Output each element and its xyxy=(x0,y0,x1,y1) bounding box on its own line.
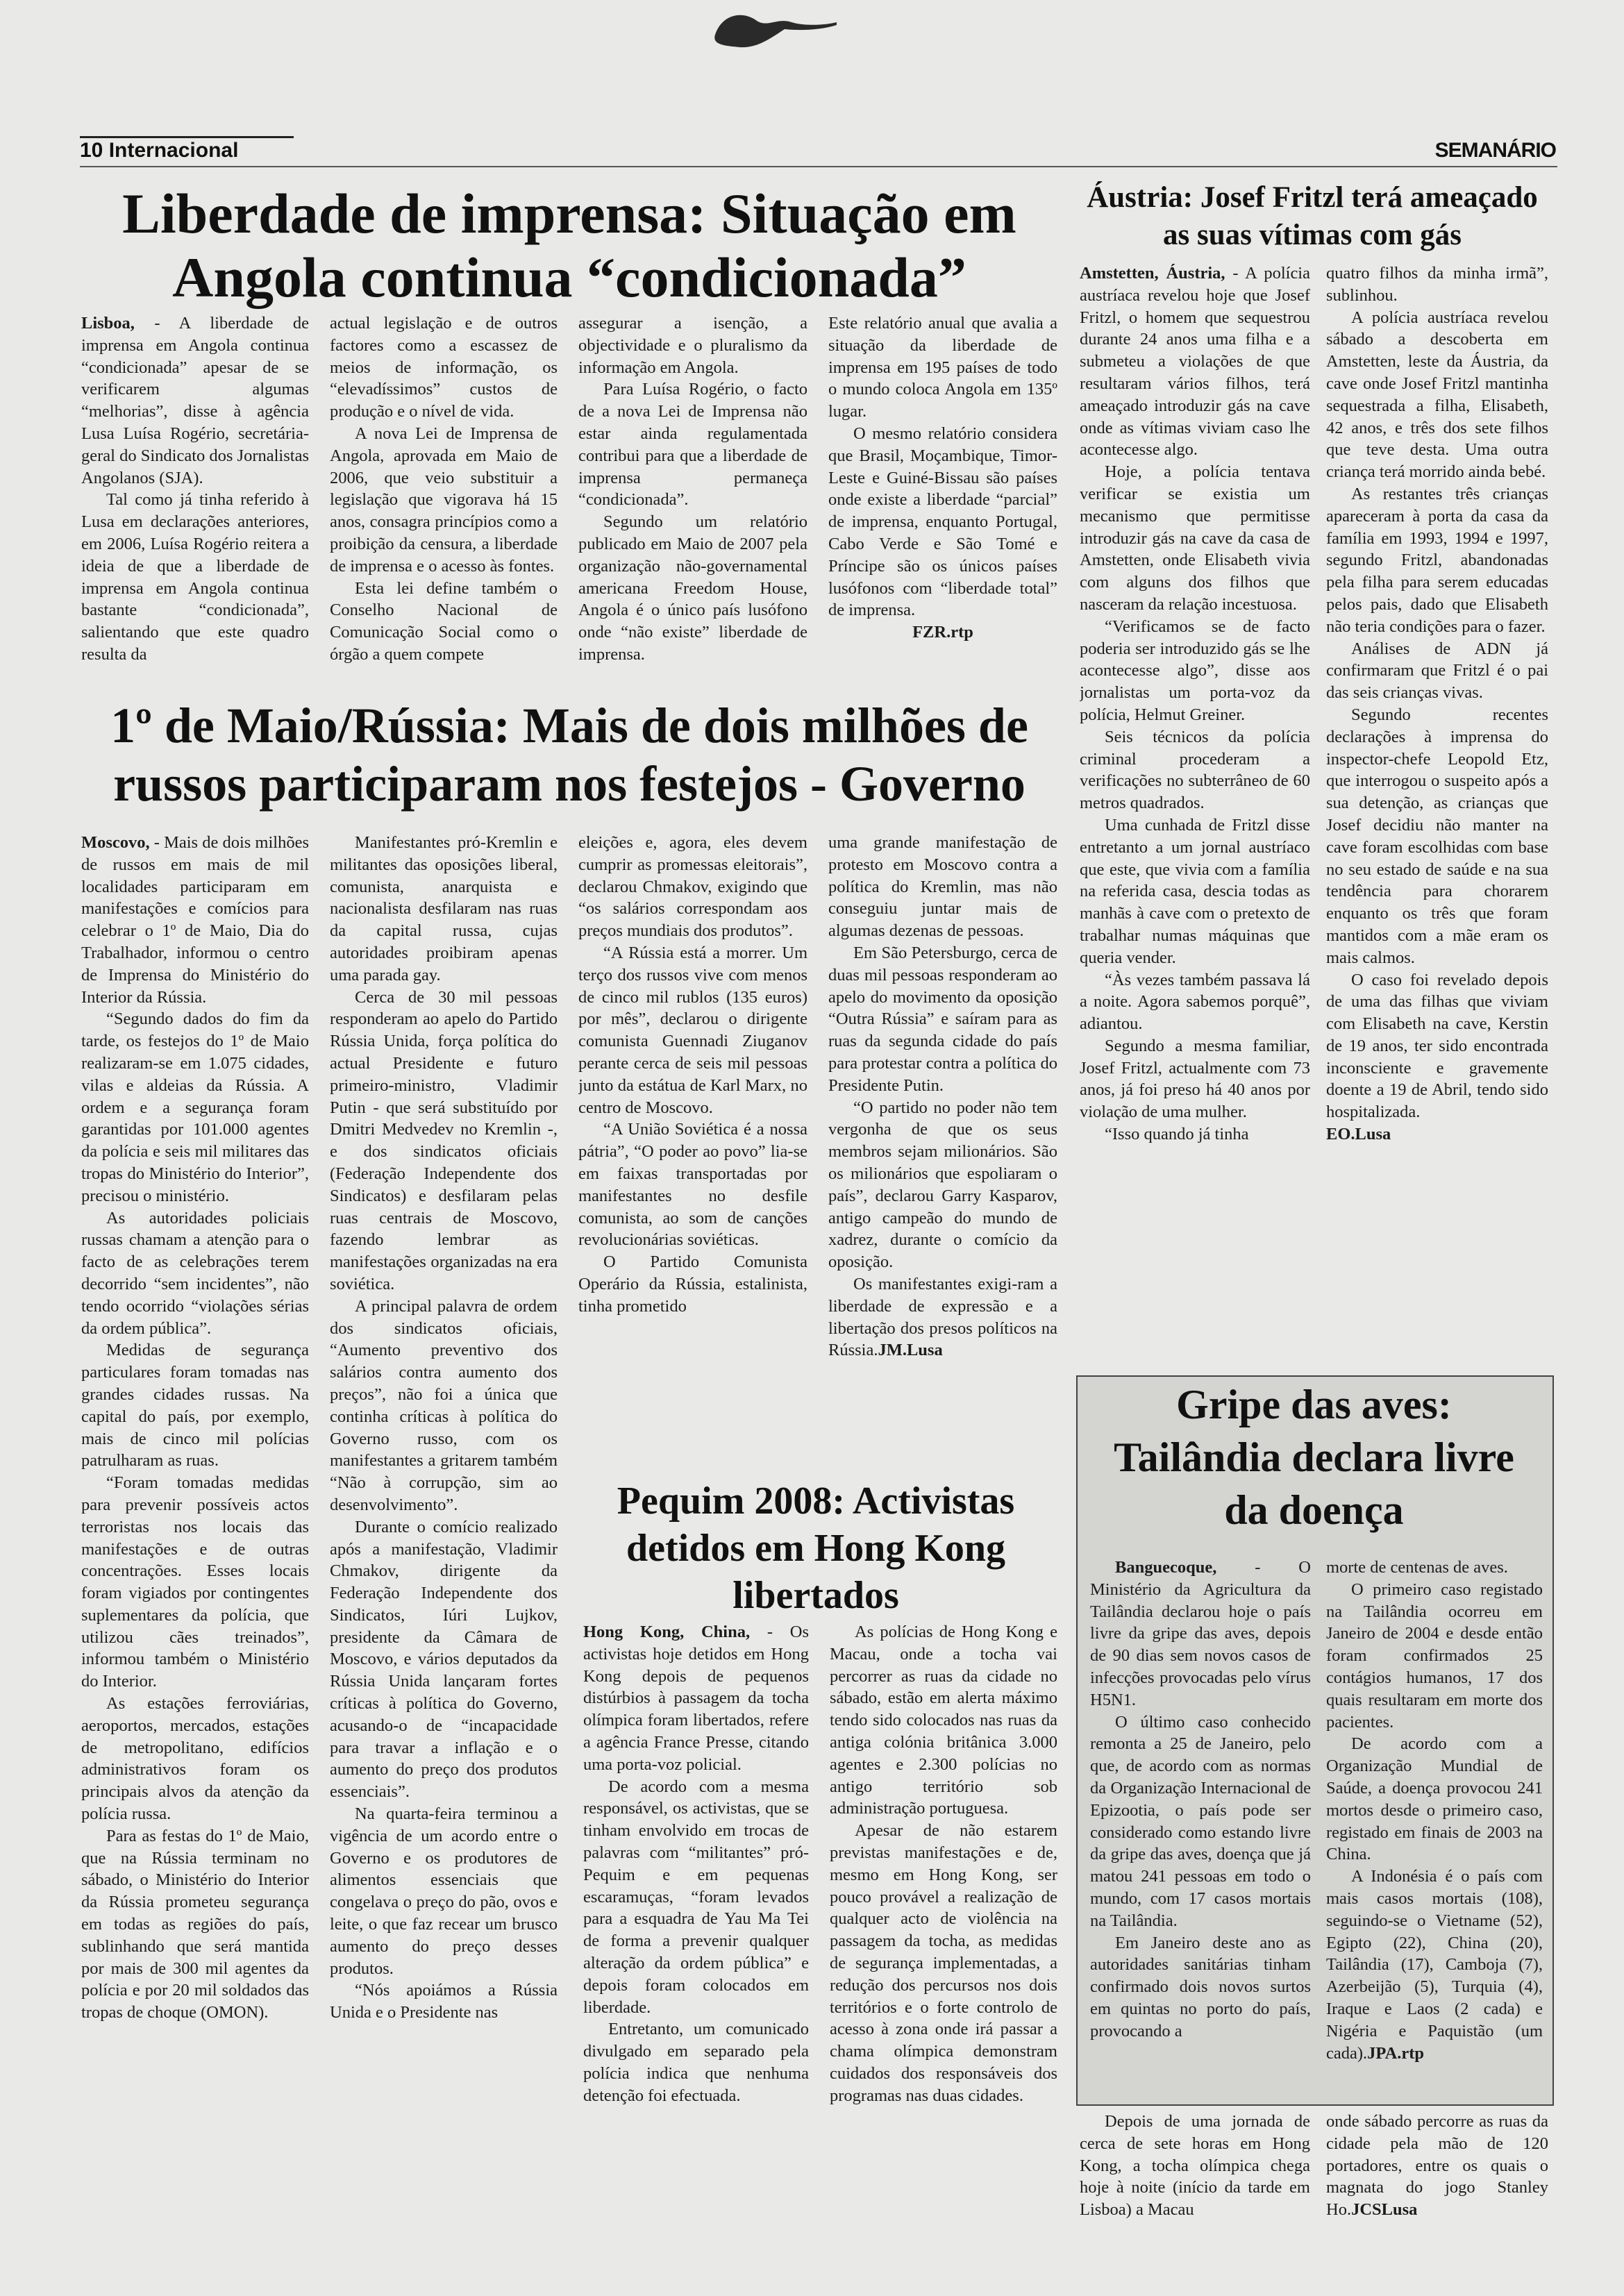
austria-headline: Áustria: Josef Fritzl terá ameaçado as suas vítimas com gás xyxy=(1087,181,1538,251)
russia-column-4: uma grande manifestação de protesto em Moscovo contra a política do Kremlin, mas não conseguiu juntar mais de algumas dezenas de pessoas. Em São Petersburgo, cerca de duas mil pessoas responderam ao apelo do movimento da oposição “Outra Rússia” e saíram para as ruas da segunda cidade do país para protestar contra a política do Presidente Putin. “O partido no poder não tem vergonha de que os seus membros sejam milionários. São os milionários que espoliaram o país”, declarou Garry Kasparov, antigo campeão do mundo de xadrez, durante o comício da oposição. Os manifestantes exigi-ram a liberdade de expressão e a libertação dos presos políticos na Rússia.JM.Lusa xyxy=(828,833,1057,1360)
angola-column-2: actual legislação e de outros factores como a escassez de meios de informação, os “elevadíssimos” custos de produção e o nível de vida. A nova Lei de Imprensa de Angola, aprovada em Maio de 2006, que veio substituir a legislação que vigorava há 15 anos, consagra princípios como a proibição da censura, a liberdade de imprensa e o acesso às fontes. Esta lei define também o Conselho Nacional de Comunicação Social como o órgão a quem compete xyxy=(330,314,558,664)
pequim-column-2: As polícias de Hong Kong e Macau, onde a tocha vai percorrer as ruas da cidade no sábado, estão em alerta máximo tendo sido colocados nas ruas da antiga colónia britânica 3.000 agentes e 2.300 polícias no antigo território sob administração portuguesa. Apesar de não estarem previstas manifestações e de, mesmo em Hong Kong, ser pouco provável a realização de qualquer acto de violência na passagem da tocha, as medidas de segurança implementadas, a redução dos percursos nos dois territórios e o forte controlo de acesso à zona onde irá passar a chama olímpica demonstram cuidados dos responsáveis dos programas nas duas cidades. xyxy=(830,1623,1057,2105)
russia-column-1: Moscovo, - Mais de dois milhões de russos em mais de mil localidades participaram em manifestações e comícios para celebrar o 1º de Maio, Dia do Trabalhador, informou o centro de Imprensa do Ministério do Interior da Rússia. “Segundo dados do fim da tarde, os festejos do 1º de Maio realizaram-se em 1.075 cidades, vilas e aldeias da Rússia. A ordem e a segurança foram garantidas por 101.000 agentes da polícia e seis mil militares das tropas do Ministério do Interior”, precisou o ministério. As autoridades policiais russas chamam a atenção para o facto de as celebrações terem decorrido “sem incidentes”, não tendo ocorrido “violações sérias da ordem pública”. Medidas de segurança particulares foram tomadas nas grandes cidades russas. Na capital do país, por exemplo, mais de cinco mil polícias patrulharam as ruas. “Foram tomadas medidas para prevenir possíveis actos terroristas nos locais das manifestações e de outras concentrações. Esses locais foram vigiados por contingentes suplementares da polícia, que utilizou cães treinados”, informou também o Ministério do Interior. As estações ferroviárias, aeroportos, mercados, estações de metropolitano, edifícios administrativos foram os principais alvos da atenção da polícia russa. Para as festas do 1º de Maio, que na Rússia terminam no sábado, o Ministério do Interior da Rússia prometeu segurança em todas as regiões do país, sublinhando que será mantida por mais de 300 mil agentes da polícia e por 20 mil soldados das tropas de choque (OMON). xyxy=(81,833,309,2022)
pequim-headline: Pequim 2008: Activistas detidos em Hong Kong libertados xyxy=(617,1480,1015,1617)
russia-headline: 1º de Maio/Rússia: Mais de dois milhões de russos participaram nos festejos - Governo xyxy=(110,698,1028,812)
pequim-column-3: Depois de uma jornada de cerca de sete horas em Hong Kong, a tocha olímpica chega hoje à noite (início da tarde em Lisboa) a Macau xyxy=(1080,2112,1310,2220)
publication-name: SEMANÁRIO xyxy=(1434,139,1556,162)
angola-headline: Liberdade de imprensa: Situação em Angola continua “condicionada” xyxy=(122,182,1016,309)
gripe-signature: JPA.rtp xyxy=(1367,2043,1425,2063)
gripe-column-1: Banguecoque, - O Ministério da Agricultura da Tailândia declarou hoje o país livre da gripe das aves, depois de 90 dias sem novos casos de infecções provocadas pelo vírus H5N1. O último caso conhecido remonta a 25 de Janeiro, pelo que, de acordo com as normas da Organização Internacional de Epizootia, o país pode ser considerado como estando livre da gripe das aves, doença que já matou 241 pessoas em todo o mundo, com 17 casos mortais na Tailândia. Em Janeiro deste ano as autoridades sanitárias tinham confirmado dois novos surtos em quintas no porto do país, provocando a xyxy=(1090,1558,1311,2041)
angola-column-4: Este relatório anual que avalia a situação da liberdade de imprensa em 195 países de todo o mundo coloca Angola em 135º lugar. O mesmo relatório considera que Brasil, Moçambique, Timor-Leste e Guiné-Bissau são países onde existe a liberdade “parcial” de imprensa, enquanto Portugal, Cabo Verde e São Tomé e Príncipe são os únicos países lusófonos com “liberdade total” de imprensa. FZR.rtp xyxy=(828,314,1057,642)
pequim-column-1: Hong Kong, China, - Os activistas hoje detidos em Hong Kong depois de pequenos distúrbios à passagem da tocha olímpica foram libertados, refere a agência France Presse, citando uma porta-voz policial. De acordo com a mesma responsável, os activistas, que se tinham envolvido em trocas de palavras com “militantes” pró-Pequim e em pequenas escaramuças, “foram levados para a esquadra de Yau Ma Tei de forma a prevenir qualquer alteração da ordem pública” e depois foram colocados em liberdade. Entretanto, um comunicado divulgado em separado pela polícia indica que nenhuma detenção foi efectuada. xyxy=(583,1623,809,2105)
russia-column-3: eleições e, agora, eles devem cumprir as promessas eleitorais”, declarou Chmakov, exigindo que “os salários correspondam aos preços mundiais dos produtos”. “A Rússia está a morrer. Um terço dos russos vive com menos de cinco mil rublos (135 euros) por mês”, declarou o dirigente comunista Guennadi Ziuganov perante cerca de seis mil pessoas junto da estátua de Karl Marx, no centro de Moscovo. “A União Soviética é a nossa pátria”, “O poder ao povo” lia-se em faixas transportadas por manifestantes no desfile comunista, ao som de canções revolucionárias soviéticas. O Partido Comunista Operário da Rússia, estalinista, tinha prometido xyxy=(578,833,807,1316)
austria-column-1: Amstetten, Áustria, - A polícia austríaca revelou hoje que Josef Fritzl, o homem que sequestrou durante 24 anos uma filha e a submeteu a violações de que resultaram vários filhos, terá ameaçado introduzir gás na cave onde as vítimas viviam caso lhe acontecesse algo. Hoje, a polícia tentava verificar se existia um mecanismo que permitisse introduzir gás na cave da casa de Amstetten, onde Elisabeth vivia com alguns dos filhos que nasceram da relação incestuosa. “Verificamos se de facto poderia ser introduzido gás se lhe acontecesse algo”, disse aos jornalistas um porta-voz da polícia, Helmut Greiner. Seis técnicos da polícia criminal procederam a verificações no subterrâneo de 60 metros quadrados. Uma cunhada de Fritzl disse entretanto a um jornal austríaco que este, que vivia com a família na referida casa, descia todas as manhãs à cave com o pretexto de trabalhar numas máquinas que queria vender. “Às vezes também passava lá a noite. Agora sabemos porquê”, adiantou. Segundo a mesma familiar, Josef Fritzl, actualmente com 73 anos, já foi preso há 40 anos por violação de uma mulher. “Isso quando já tinha xyxy=(1080,264,1310,1144)
russia-signature: JM.Lusa xyxy=(878,1341,943,1360)
austria-column-2: quatro filhos da minha irmã”, sublinhou. A polícia austríaca revelou sábado a descoberta em Amstetten, leste da Áustria, da cave onde Josef Fritzl mantinha sequestrada a filha, Elisabeth, 42 anos, e três dos sete filhos que teve desta. Uma outra criança terá morrido ainda bebé. As restantes três crianças apareceram à porta da casa da família em 1993, 1994 e 1997, segundo Fritzl, abandonadas pela filha para serem educadas pelos pais, dado que Elisabeth não teria condições para o fazer. Análises de ADN já confirmaram que Fritzl é o pai das seis crianças vivas. Segundo recentes declarações à imprensa do inspector-chefe Leopold Etz, que interrogou o suspeito após a sua detenção, as crianças que Josef decidiu não manter na cave foram escolhidas com base no seu estado de saúde e na sua tendência para chorarem enquanto os três que foram mantidos com a mãe eram os mais calmos. O caso foi revelado depois de uma das filhas que viviam com Elisabeth na cave, Kerstin de 19 anos, ter sido encontrada inconsciente e gravemente doente a 19 de Abril, tendo sido hospitalizada. EO.Lusa xyxy=(1326,264,1548,1144)
pequim-signature: JCSLusa xyxy=(1351,2200,1418,2220)
angola-column-3: assegurar a isenção, a objectividade e o pluralismo da informação em Angola. Para Luísa Rogério, o facto de a nova Lei de Imprensa não estar ainda regulamentada contribui para que a liberdade de imprensa permaneça “condicionada”. Segundo um relatório publicado em Maio de 2007 pela organização não-governamental americana Freedom House, Angola é o único país lusófono onde “não existe” liberdade de imprensa. xyxy=(578,314,807,664)
ink-blot-mark xyxy=(708,7,840,56)
gripe-headline: Gripe das aves: Tailândia declara livre da doença xyxy=(1114,1382,1514,1533)
header-rule xyxy=(80,166,1557,167)
austria-signature: EO.Lusa xyxy=(1326,1125,1391,1144)
pequim-column-4: onde sábado percorre as ruas da cidade pela mão de 120 portadores, entre os quais o magnata do jogo Stanley Ho.JCSLusa xyxy=(1326,2112,1548,2220)
header-rule-thick xyxy=(80,136,294,138)
section-label: 10 Internacional xyxy=(80,139,239,162)
russia-column-2: Manifestantes pró-Kremlin e militantes das oposições liberal, comunista, anarquista e nacionalista desfilaram nas ruas da capital russa, cujas autoridades proibiram apenas uma parada gay. Cerca de 30 mil pessoas responderam ao apelo do Partido Rússia Unida, força política do actual Presidente e futuro primeiro-ministro, Vladimir Putin - que será substituído por Dmitri Medvedev no Kremlin -, e dos sindicatos oficiais (Federação Independente dos Sindicatos) e desfilaram pelas ruas centrais de Moscovo, fazendo lembrar as manifestações organizadas na era soviética. A principal palavra de ordem dos sindicatos oficiais, “Aumento preventivo dos salários contra aumento dos preços”, não foi a única que continha críticas à política do Governo russo, com os manifestantes a gritarem também “Não à corrupção, sim ao desenvolvimento”. Durante o comício realizado após a manifestação, Vladimir Chmakov, dirigente da Federação Independente dos Sindicatos, Iúri Lujkov, presidente da Câmara de Moscovo, e vários deputados da Rússia Unida lançaram fortes críticas à política do Governo, acusando-o de “incapacidade para travar a inflação e o aumento do preço dos produtos essenciais”. Na quarta-feira terminou a vigência de um acordo entre o Governo e os produtores de alimentos essenciais que congelava o preço do pão, ovos e leite, o que faz recear um brusco aumento do preço desses produtos. “Nós apoiámos a Rússia Unida e o Presidente nas xyxy=(330,833,558,2022)
gripe-column-2: morte de centenas de aves. O primeiro caso registado na Tailândia ocorreu em Janeiro de 2004 e desde então foram confirmados 25 contágios humanos, 17 dos quais resultaram em morte dos pacientes. De acordo com a Organização Mundial de Saúde, a doença provocou 241 mortos desde o primeiro caso, registado em finais de 2003 na China. A Indonésia é o país com mais casos mortais (108), seguindo-se o Vietname (52), Egipto (22), China (20), Tailândia (17), Camboja (7), Azerbeijão (5), Turquia (4), Iraque e Laos (2 cada) e Nigéria e Paquistão (um cada).JPA.rtp xyxy=(1326,1558,1543,2063)
angola-column-1: Lisboa, - A liberdade de imprensa em Angola continua “condicionada” apesar de se verificarem algumas “melhorias”, disse à agência Lusa Luísa Rogério, secretária-geral do Sindicato dos Jornalistas Angolanos (SJA). Tal como já tinha referido à Lusa em declarações anteriores, em 2006, Luísa Rogério reitera a ideia de que a liberdade de imprensa em Angola continua bastante “condicionada”, salientando que este quadro resulta da xyxy=(81,314,309,664)
angola-signature: FZR.rtp xyxy=(912,623,973,642)
